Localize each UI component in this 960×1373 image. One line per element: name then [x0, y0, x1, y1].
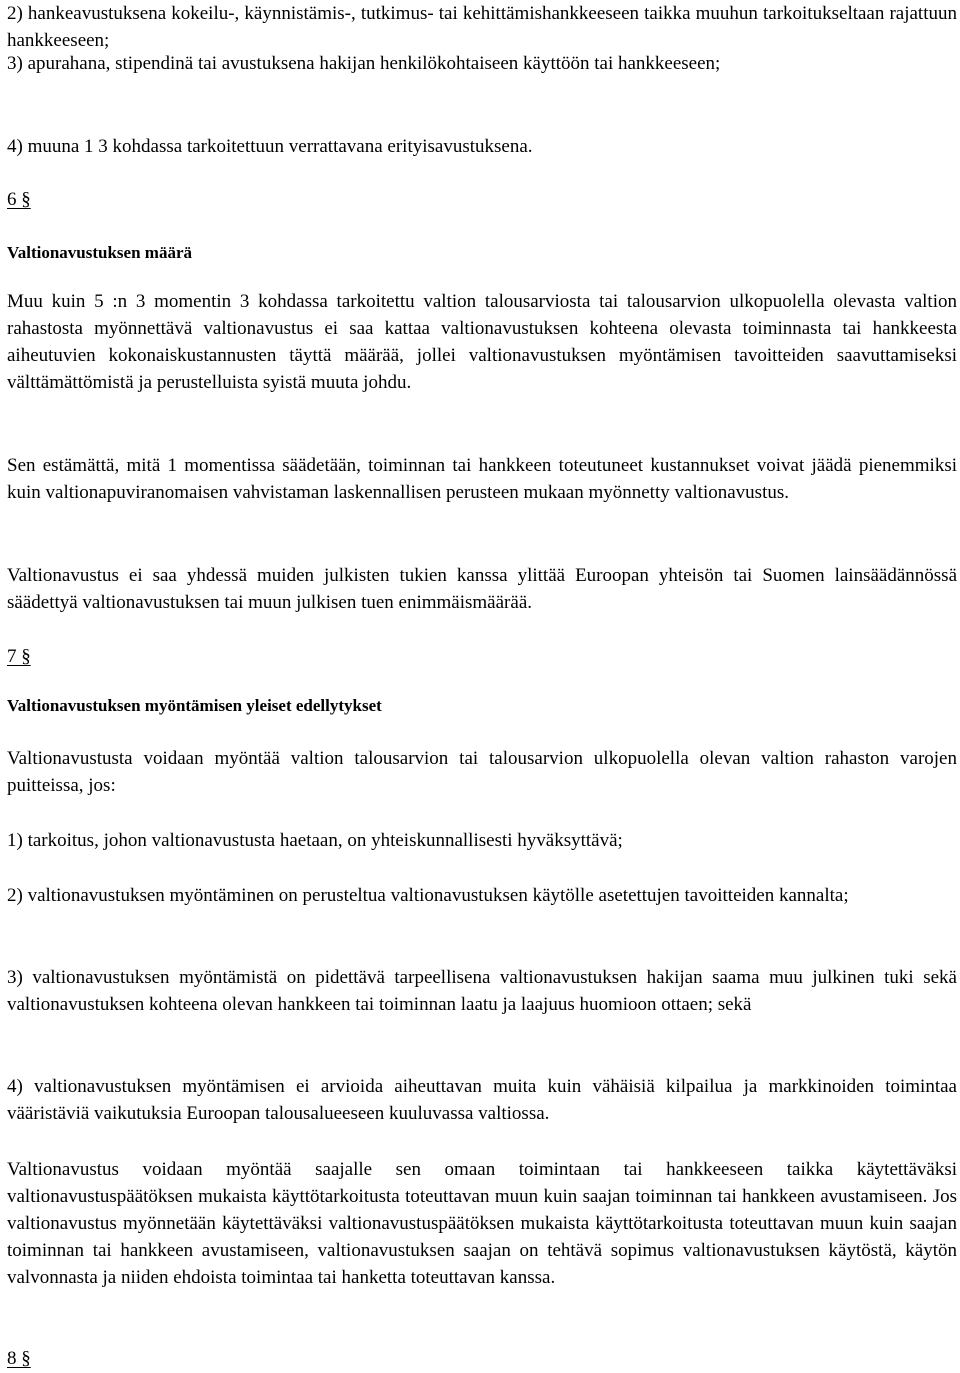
section-7-paragraph-1: Valtionavustusta voidaan myöntää valtion talousarvion tai talousarvion ulkopuolella olevan valtion rahaston varojen puitteissa, jos:: [7, 748, 957, 796]
section-7-link[interactable]: 7 §: [7, 646, 31, 667]
section-8-link[interactable]: 8 §: [7, 1348, 31, 1369]
list-item-2: 2) hankeavustuksena kokeilu-, käynnistämis-, tutkimus- tai kehittämishankkeeseen taikka muuhun tarkoitukseltaan rajattuun hankkeeseen;: [7, 3, 957, 51]
section-6-paragraph-2: Sen estämättä, mitä 1 momentissa säädetään, toiminnan tai hankkeen toteutuneet kustannukset voivat jäädä pienemmiksi kuin valtionapuviranomaisen vahvistaman laskennallisen perusteen mukaan myönnetty valtionavustus.: [7, 455, 957, 503]
section-7-item-2: 2) valtionavustuksen myöntäminen on perusteltua valtionavustuksen käytölle asetettujen tavoitteiden kannalta;: [7, 885, 849, 906]
section-6-paragraph-3: Valtionavustus ei saa yhdessä muiden julkisten tukien kanssa ylittää Euroopan yhteisön tai Suomen lainsäädännössä säädettyä valtionavustuksen tai muun julkisen tuen enimmäismäärää.: [7, 565, 957, 613]
section-6-paragraph-1: Muu kuin 5 :n 3 momentin 3 kohdassa tarkoitettu valtion talousarviosta tai talousarvion ulkopuolella olevasta valtion rahastosta myönnettävä valtionavustus ei saa kattaa valtionavustuksen kohteena olevasta toiminnasta tai hankkeesta aiheutuvien kokonaiskustannusten täyttä määrää, jollei valtionavustuksen myöntämisen tavoitteiden saavuttamiseksi välttämättömistä ja perustelluista syistä muuta johdu.: [7, 291, 957, 393]
section-7-heading: Valtionavustuksen myöntämisen yleiset edellytykset: [7, 696, 382, 715]
section-7-paragraph-2: Valtionavustus voidaan myöntää saajalle sen omaan toimintaan tai hankkeeseen taikka käytettäväksi valtionavustuspäätöksen mukaista käyttötarkoitusta toteuttavan muun kuin saajan toiminnan tai hankkeen avustamiseen. Jos valtionavustus myönnetään käytettäväksi valtionavustuspäätöksen mukaista käyttötarkoitusta toteuttavan muun kuin saajan toiminnan tai hankkeen avustamiseen, valtionavustuksen saajan on tehtävä sopimus valtionavustuksen käytöstä, käytön valvonnasta ja niiden ehdoista toimintaa tai hanketta toteuttavan kanssa.: [7, 1159, 957, 1288]
section-7-item-3: 3) valtionavustuksen myöntämistä on pidettävä tarpeellisena valtionavustuksen hakijan saama muu julkinen tuki sekä valtionavustuksen kohteena olevan hankkeen tai toiminnan laatu ja laajuus huomioon ottaen; sekä: [7, 967, 957, 1015]
section-6-heading: Valtionavustuksen määrä: [7, 243, 192, 262]
section-6-link[interactable]: 6 §: [7, 189, 31, 210]
list-item-4: 4) muuna 1 3 kohdassa tarkoitettuun verrattavana erityisavustuksena.: [7, 136, 533, 157]
list-item-3: 3) apurahana, stipendinä tai avustuksena hakijan henkilökohtaiseen käyttöön tai hankkeeseen;: [7, 53, 721, 74]
section-7-item-4: 4) valtionavustuksen myöntämisen ei arvioida aiheuttavan muita kuin vähäisiä kilpailua ja markkinoiden toimintaa vääristäviä vaikutuksia Euroopan talousalueeseen kuuluvassa valtiossa.: [7, 1076, 957, 1124]
section-7-item-1: 1) tarkoitus, johon valtionavustusta haetaan, on yhteiskunnallisesti hyväksyttävä;: [7, 830, 623, 851]
